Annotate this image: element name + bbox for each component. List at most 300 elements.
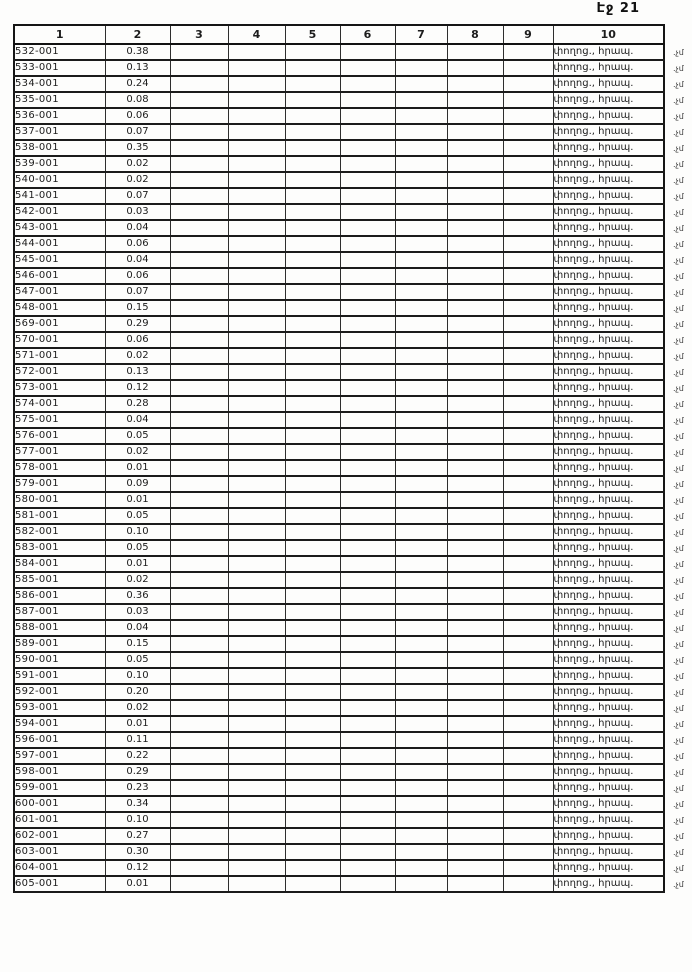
cell-empty-4	[228, 764, 285, 780]
cell-empty-7	[395, 588, 447, 604]
table-header-row	[14, 25, 664, 44]
cell-empty-4	[228, 716, 285, 732]
cell-empty-8	[447, 748, 503, 764]
street-note-text: փողոց., հրապ.	[553, 94, 634, 105]
cell-empty-8	[447, 252, 503, 268]
cell-area-value: 0.04	[105, 252, 170, 268]
cell-empty-9	[503, 572, 553, 588]
cell-empty-3	[170, 636, 228, 652]
cell-empty-4	[228, 524, 285, 540]
cell-empty-5	[285, 204, 340, 220]
column-header-10: 10	[553, 25, 664, 44]
cell-empty-7	[395, 732, 447, 748]
cell-empty-8	[447, 92, 503, 108]
cell-parcel-id: 588-001	[14, 620, 105, 636]
cell-street-note	[553, 252, 684, 268]
cell-empty-9	[503, 76, 553, 92]
cell-empty-6	[340, 524, 395, 540]
cell-empty-5	[285, 620, 340, 636]
cell-empty-8	[447, 380, 503, 396]
cell-empty-6	[340, 92, 395, 108]
cell-empty-3	[170, 332, 228, 348]
street-note-text: փողոց., հրապ.	[553, 142, 634, 153]
cell-empty-8	[447, 684, 503, 700]
cell-street-note	[553, 812, 684, 828]
cell-empty-8	[447, 796, 503, 812]
cell-empty-4	[228, 668, 285, 684]
cell-empty-5	[285, 156, 340, 172]
cell-empty-6	[340, 620, 395, 636]
cell-empty-8	[447, 444, 503, 460]
cell-empty-6	[340, 556, 395, 572]
margin-cutoff-fragment: .չմ	[673, 624, 684, 633]
column-header-3: 3	[170, 25, 228, 44]
cell-empty-7	[395, 444, 447, 460]
cell-empty-7	[395, 124, 447, 140]
street-note-text: փողոց., հրապ.	[553, 190, 634, 201]
cell-empty-7	[395, 652, 447, 668]
street-note-text: փողոց., հրապ.	[553, 414, 634, 425]
cell-empty-3	[170, 284, 228, 300]
cell-empty-3	[170, 684, 228, 700]
table-row	[14, 252, 664, 268]
cell-area-value: 0.09	[105, 476, 170, 492]
margin-cutoff-fragment: .չմ	[673, 672, 684, 681]
cell-empty-9	[503, 876, 553, 892]
cell-empty-3	[170, 668, 228, 684]
table-row	[14, 684, 664, 700]
cell-empty-5	[285, 140, 340, 156]
cell-empty-4	[228, 748, 285, 764]
table-row	[14, 124, 664, 140]
cell-empty-5	[285, 172, 340, 188]
cell-area-value: 0.08	[105, 92, 170, 108]
cell-empty-9	[503, 444, 553, 460]
cell-empty-7	[395, 236, 447, 252]
cell-area-value: 0.06	[105, 108, 170, 124]
cell-empty-8	[447, 108, 503, 124]
cell-street-note	[553, 876, 684, 892]
street-note-text: փողոց., հրապ.	[553, 766, 634, 777]
cell-empty-6	[340, 460, 395, 476]
cell-empty-3	[170, 620, 228, 636]
cell-empty-4	[228, 732, 285, 748]
cell-area-value: 0.12	[105, 860, 170, 876]
cell-street-note	[553, 188, 684, 204]
cell-empty-7	[395, 220, 447, 236]
cell-area-value: 0.02	[105, 444, 170, 460]
table-row	[14, 380, 664, 396]
cell-empty-7	[395, 332, 447, 348]
cell-empty-7	[395, 76, 447, 92]
cell-empty-7	[395, 460, 447, 476]
table-row	[14, 220, 664, 236]
margin-cutoff-fragment: .չմ	[673, 416, 684, 425]
cell-empty-6	[340, 652, 395, 668]
cell-empty-3	[170, 796, 228, 812]
cell-empty-8	[447, 508, 503, 524]
cell-street-note	[553, 732, 684, 748]
cell-area-value: 0.13	[105, 364, 170, 380]
street-note-text: փողոց., հրապ.	[553, 286, 634, 297]
cell-empty-4	[228, 252, 285, 268]
cell-empty-5	[285, 876, 340, 892]
street-note-text: փողոց., հրապ.	[553, 238, 634, 249]
cell-empty-6	[340, 508, 395, 524]
cell-empty-3	[170, 60, 228, 76]
cell-empty-9	[503, 748, 553, 764]
table-row	[14, 812, 664, 828]
cell-empty-5	[285, 348, 340, 364]
cell-area-value: 0.05	[105, 540, 170, 556]
cell-empty-9	[503, 300, 553, 316]
cell-empty-4	[228, 156, 285, 172]
cell-street-note	[553, 620, 684, 636]
cell-empty-6	[340, 828, 395, 844]
cell-empty-8	[447, 732, 503, 748]
cell-area-value: 0.01	[105, 556, 170, 572]
cell-street-note	[553, 236, 684, 252]
cell-street-note	[553, 668, 684, 684]
cell-parcel-id: 601-001	[14, 812, 105, 828]
cell-empty-9	[503, 172, 553, 188]
table-row	[14, 828, 664, 844]
cell-empty-6	[340, 492, 395, 508]
cell-empty-4	[228, 428, 285, 444]
margin-cutoff-fragment: .չմ	[673, 432, 684, 441]
cell-street-note	[553, 476, 684, 492]
cell-area-value: 0.04	[105, 620, 170, 636]
cell-empty-4	[228, 876, 285, 892]
cell-empty-6	[340, 716, 395, 732]
cell-empty-6	[340, 636, 395, 652]
table-row	[14, 860, 664, 876]
cell-empty-7	[395, 188, 447, 204]
cell-empty-4	[228, 60, 285, 76]
cell-street-note	[553, 572, 684, 588]
cell-empty-9	[503, 844, 553, 860]
table-row	[14, 316, 664, 332]
cell-empty-5	[285, 396, 340, 412]
margin-cutoff-fragment: .չմ	[673, 736, 684, 745]
street-note-text: փողոց., հրապ.	[553, 686, 634, 697]
cell-area-value: 0.24	[105, 76, 170, 92]
cell-empty-9	[503, 812, 553, 828]
cell-empty-5	[285, 796, 340, 812]
column-header-4: 4	[228, 25, 285, 44]
margin-cutoff-fragment: .չմ	[673, 768, 684, 777]
cell-empty-6	[340, 108, 395, 124]
cell-area-value: 0.28	[105, 396, 170, 412]
cell-empty-5	[285, 604, 340, 620]
cell-empty-9	[503, 220, 553, 236]
cell-area-value: 0.02	[105, 348, 170, 364]
street-note-text: փողոց., հրապ.	[553, 782, 634, 793]
cell-parcel-id: 599-001	[14, 780, 105, 796]
cell-empty-7	[395, 572, 447, 588]
cell-empty-6	[340, 668, 395, 684]
cell-empty-9	[503, 204, 553, 220]
cell-parcel-id: 591-001	[14, 668, 105, 684]
cell-empty-3	[170, 716, 228, 732]
cell-street-note	[553, 92, 684, 108]
cell-empty-5	[285, 444, 340, 460]
cell-empty-4	[228, 812, 285, 828]
cell-empty-5	[285, 252, 340, 268]
cell-empty-3	[170, 780, 228, 796]
cell-empty-7	[395, 252, 447, 268]
cell-empty-9	[503, 60, 553, 76]
cell-street-note	[553, 636, 684, 652]
cell-street-note	[553, 284, 684, 300]
table-row	[14, 172, 664, 188]
cell-empty-7	[395, 156, 447, 172]
cell-empty-8	[447, 268, 503, 284]
cell-empty-9	[503, 92, 553, 108]
cell-parcel-id: 576-001	[14, 428, 105, 444]
margin-cutoff-fragment: .չմ	[673, 784, 684, 793]
page-number-label: Էջ 21	[596, 1, 640, 16]
cell-empty-9	[503, 668, 553, 684]
table-row	[14, 572, 664, 588]
cell-empty-4	[228, 508, 285, 524]
cell-parcel-id: 600-001	[14, 796, 105, 812]
cell-empty-5	[285, 764, 340, 780]
margin-cutoff-fragment: .չմ	[673, 720, 684, 729]
cell-empty-6	[340, 76, 395, 92]
street-note-text: փողոց., հրապ.	[553, 46, 634, 57]
cell-empty-5	[285, 364, 340, 380]
cell-empty-4	[228, 300, 285, 316]
cell-street-note	[553, 492, 684, 508]
cell-parcel-id: 543-001	[14, 220, 105, 236]
street-note-text: փողոց., հրապ.	[553, 590, 634, 601]
table-row	[14, 732, 664, 748]
street-note-text: փողոց., հրապ.	[553, 110, 634, 121]
cell-empty-9	[503, 636, 553, 652]
street-note-text: փողոց., հրապ.	[553, 862, 634, 873]
cell-empty-9	[503, 284, 553, 300]
cell-street-note	[553, 764, 684, 780]
cell-empty-9	[503, 556, 553, 572]
cell-parcel-id: 546-001	[14, 268, 105, 284]
cell-empty-7	[395, 92, 447, 108]
margin-cutoff-fragment: .չմ	[673, 544, 684, 553]
cell-empty-9	[503, 348, 553, 364]
cell-area-value: 0.07	[105, 284, 170, 300]
cell-empty-4	[228, 844, 285, 860]
street-note-text: փողոց., հրապ.	[553, 62, 634, 73]
cell-empty-4	[228, 172, 285, 188]
cell-empty-8	[447, 188, 503, 204]
cell-empty-4	[228, 780, 285, 796]
cell-area-value: 0.06	[105, 236, 170, 252]
cell-empty-6	[340, 60, 395, 76]
cell-empty-9	[503, 588, 553, 604]
cell-empty-4	[228, 188, 285, 204]
cell-empty-8	[447, 700, 503, 716]
cell-empty-9	[503, 380, 553, 396]
cell-empty-5	[285, 652, 340, 668]
cell-area-value: 0.23	[105, 780, 170, 796]
street-note-text: փողոց., հրապ.	[553, 622, 634, 633]
cell-empty-6	[340, 412, 395, 428]
margin-cutoff-fragment: .չմ	[673, 368, 684, 377]
cell-empty-9	[503, 140, 553, 156]
cell-street-note	[553, 604, 684, 620]
cell-empty-6	[340, 396, 395, 412]
cell-parcel-id: 538-001	[14, 140, 105, 156]
margin-cutoff-fragment: .չմ	[673, 576, 684, 585]
cell-area-value: 0.13	[105, 60, 170, 76]
margin-cutoff-fragment: .չմ	[673, 640, 684, 649]
cell-empty-5	[285, 812, 340, 828]
cell-parcel-id: 584-001	[14, 556, 105, 572]
cell-parcel-id: 569-001	[14, 316, 105, 332]
street-note-text: փողոց., հրապ.	[553, 126, 634, 137]
cell-empty-9	[503, 684, 553, 700]
street-note-text: փողոց., հրապ.	[553, 206, 634, 217]
table-row	[14, 204, 664, 220]
cell-empty-3	[170, 172, 228, 188]
cell-empty-4	[228, 652, 285, 668]
cell-parcel-id: 605-001	[14, 876, 105, 892]
cell-street-note	[553, 76, 684, 92]
cell-empty-6	[340, 780, 395, 796]
cell-empty-5	[285, 460, 340, 476]
cell-parcel-id: 589-001	[14, 636, 105, 652]
cell-area-value: 0.06	[105, 268, 170, 284]
cell-parcel-id: 578-001	[14, 460, 105, 476]
street-note-text: փողոց., հրապ.	[553, 158, 634, 169]
cell-street-note	[553, 348, 684, 364]
cell-empty-5	[285, 732, 340, 748]
cell-street-note	[553, 172, 684, 188]
cell-empty-6	[340, 860, 395, 876]
cell-empty-8	[447, 716, 503, 732]
cell-empty-6	[340, 764, 395, 780]
cell-empty-8	[447, 860, 503, 876]
cell-empty-5	[285, 236, 340, 252]
cell-street-note	[553, 60, 684, 76]
cell-empty-5	[285, 284, 340, 300]
cell-empty-4	[228, 284, 285, 300]
cell-empty-9	[503, 396, 553, 412]
cell-street-note	[553, 524, 684, 540]
cell-area-value: 0.01	[105, 716, 170, 732]
cell-empty-9	[503, 540, 553, 556]
cell-empty-3	[170, 812, 228, 828]
cell-empty-8	[447, 156, 503, 172]
cell-parcel-id: 597-001	[14, 748, 105, 764]
cell-empty-4	[228, 684, 285, 700]
margin-cutoff-fragment: .չմ	[673, 288, 684, 297]
cell-empty-9	[503, 716, 553, 732]
table-row	[14, 300, 664, 316]
cell-street-note	[553, 748, 684, 764]
cell-street-note	[553, 300, 684, 316]
street-note-text: փողոց., հրապ.	[553, 558, 634, 569]
cell-empty-6	[340, 316, 395, 332]
cell-area-value: 0.01	[105, 492, 170, 508]
cell-empty-4	[228, 204, 285, 220]
column-header-6: 6	[340, 25, 395, 44]
column-header-1: 1	[14, 25, 105, 44]
cell-empty-7	[395, 428, 447, 444]
cell-empty-5	[285, 860, 340, 876]
cell-empty-7	[395, 204, 447, 220]
margin-cutoff-fragment: .չմ	[673, 96, 684, 105]
cell-empty-9	[503, 460, 553, 476]
cell-empty-8	[447, 460, 503, 476]
cell-empty-5	[285, 636, 340, 652]
cell-street-note	[553, 108, 684, 124]
cell-empty-3	[170, 572, 228, 588]
cell-parcel-id: 573-001	[14, 380, 105, 396]
cell-empty-8	[447, 172, 503, 188]
cell-empty-4	[228, 556, 285, 572]
cell-empty-7	[395, 684, 447, 700]
cell-empty-9	[503, 604, 553, 620]
margin-cutoff-fragment: .չմ	[673, 240, 684, 249]
street-note-text: փողոց., հրապ.	[553, 398, 634, 409]
cell-empty-4	[228, 828, 285, 844]
street-note-text: փողոց., հրապ.	[553, 846, 634, 857]
cell-empty-8	[447, 140, 503, 156]
cell-empty-7	[395, 556, 447, 572]
cell-empty-4	[228, 396, 285, 412]
cell-empty-5	[285, 700, 340, 716]
cell-empty-4	[228, 444, 285, 460]
table-row	[14, 108, 664, 124]
cell-empty-7	[395, 284, 447, 300]
cell-area-value: 0.36	[105, 588, 170, 604]
street-note-text: փողոց., հրապ.	[553, 638, 634, 649]
cell-empty-4	[228, 268, 285, 284]
cell-street-note	[553, 156, 684, 172]
cell-parcel-id: 571-001	[14, 348, 105, 364]
cell-area-value: 0.29	[105, 316, 170, 332]
table-row	[14, 652, 664, 668]
cell-area-value: 0.12	[105, 380, 170, 396]
cell-empty-3	[170, 76, 228, 92]
cell-empty-4	[228, 604, 285, 620]
cell-area-value: 0.22	[105, 748, 170, 764]
cell-empty-6	[340, 812, 395, 828]
table-row	[14, 700, 664, 716]
table-row	[14, 588, 664, 604]
table-row	[14, 44, 664, 60]
cell-parcel-id: 587-001	[14, 604, 105, 620]
cell-empty-3	[170, 348, 228, 364]
margin-cutoff-fragment: .չմ	[673, 352, 684, 361]
cell-empty-3	[170, 236, 228, 252]
cell-parcel-id: 583-001	[14, 540, 105, 556]
cell-street-note	[553, 396, 684, 412]
margin-cutoff-fragment: .չմ	[673, 688, 684, 697]
margin-cutoff-fragment: .չմ	[673, 704, 684, 713]
margin-cutoff-fragment: .չմ	[673, 560, 684, 569]
cell-parcel-id: 540-001	[14, 172, 105, 188]
margin-cutoff-fragment: .չմ	[673, 384, 684, 393]
cell-street-note	[553, 508, 684, 524]
cell-empty-5	[285, 684, 340, 700]
cell-empty-9	[503, 252, 553, 268]
table-row	[14, 748, 664, 764]
cell-empty-5	[285, 508, 340, 524]
cell-parcel-id: 541-001	[14, 188, 105, 204]
street-note-text: փողոց., հրապ.	[553, 606, 634, 617]
